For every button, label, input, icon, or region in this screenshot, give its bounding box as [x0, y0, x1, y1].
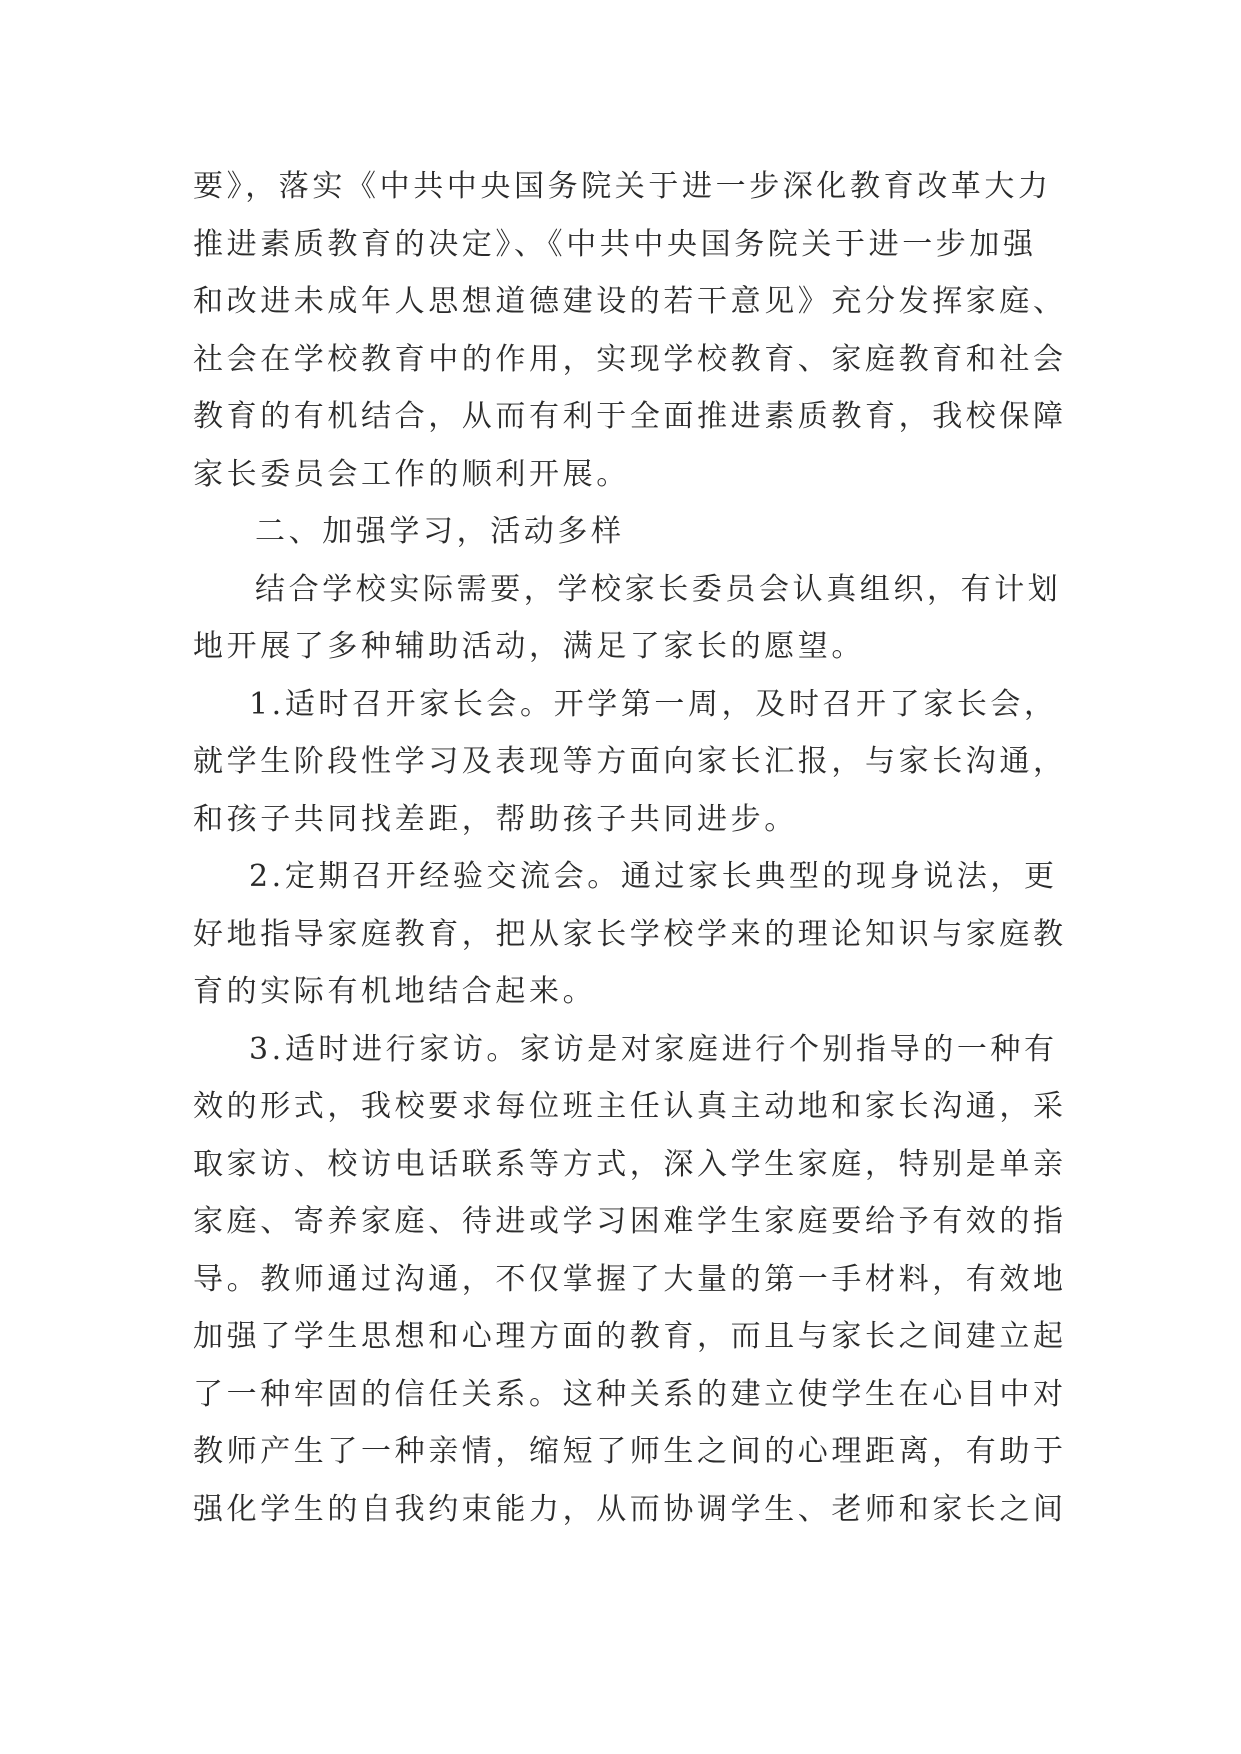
text-line: 好地指导家庭教育，把从家长学校学来的理论知识与家庭教	[193, 916, 1067, 952]
text-line: 取家访、校访电话联系等方式，深入学生家庭，特别是单亲	[193, 1146, 1067, 1182]
list-item-2: 2.定期召开经验交流会。通过家长典型的现身说法，更	[249, 859, 1058, 894]
text-line: 家庭、寄养家庭、待进或学习困难学生家庭要给予有效的指	[193, 1204, 1067, 1239]
text-line: 地开展了多种辅助活动，满足了家长的愿望。	[193, 629, 865, 664]
text-line: 要》，落实《中共中央国务院关于进一步深化教育改革大力	[193, 169, 1052, 204]
text-line: 教育的有机结合，从而有利于全面推进素质教育，我校保障	[193, 399, 1067, 434]
text-line: 和改进未成年人思想道德建设的若干意见》充分发挥家庭、	[193, 284, 1067, 319]
text-line: 社会在学校教育中的作用，实现学校教育、家庭教育和社会	[193, 341, 1067, 377]
text-line: 就学生阶段性学习及表现等方面向家长汇报，与家长沟通，	[193, 744, 1067, 779]
list-item-1: 1.适时召开家长会。开学第一周，及时召开了家长会，	[249, 686, 1058, 722]
text-line: 推进素质教育的决定》、《中共中央国务院关于进一步加强	[193, 226, 1037, 262]
section-heading: 二、加强学习，活动多样	[255, 514, 625, 549]
text-line: 强化学生的自我约束能力，从而协调学生、老师和家长之间	[193, 1491, 1067, 1527]
document-body	[193, 158, 1093, 1538]
text-line: 加强了学生思想和心理方面的教育，而且与家长之间建立起	[193, 1319, 1067, 1354]
text-line: 了一种牢固的信任关系。这种关系的建立使学生在心目中对	[193, 1376, 1067, 1412]
list-item-3: 3.适时进行家访。家访是对家庭进行个别指导的一种有	[249, 1031, 1058, 1067]
text-line: 育的实际有机地结合起来。	[193, 974, 597, 1009]
text-line: 和孩子共同找差距，帮助孩子共同进步。	[193, 801, 798, 837]
text-line: 效的形式，我校要求每位班主任认真主动地和家长沟通，采	[193, 1089, 1067, 1124]
text-line: 家长委员会工作的顺利开展。	[193, 456, 630, 492]
paragraph-first-line: 结合学校实际需要，学校家长委员会认真组织，有计划	[255, 571, 1062, 607]
text-line: 教师产生了一种亲情，缩短了师生之间的心理距离，有助于	[193, 1434, 1067, 1469]
text-line: 导。教师通过沟通，不仅掌握了大量的第一手材料，有效地	[193, 1261, 1067, 1297]
